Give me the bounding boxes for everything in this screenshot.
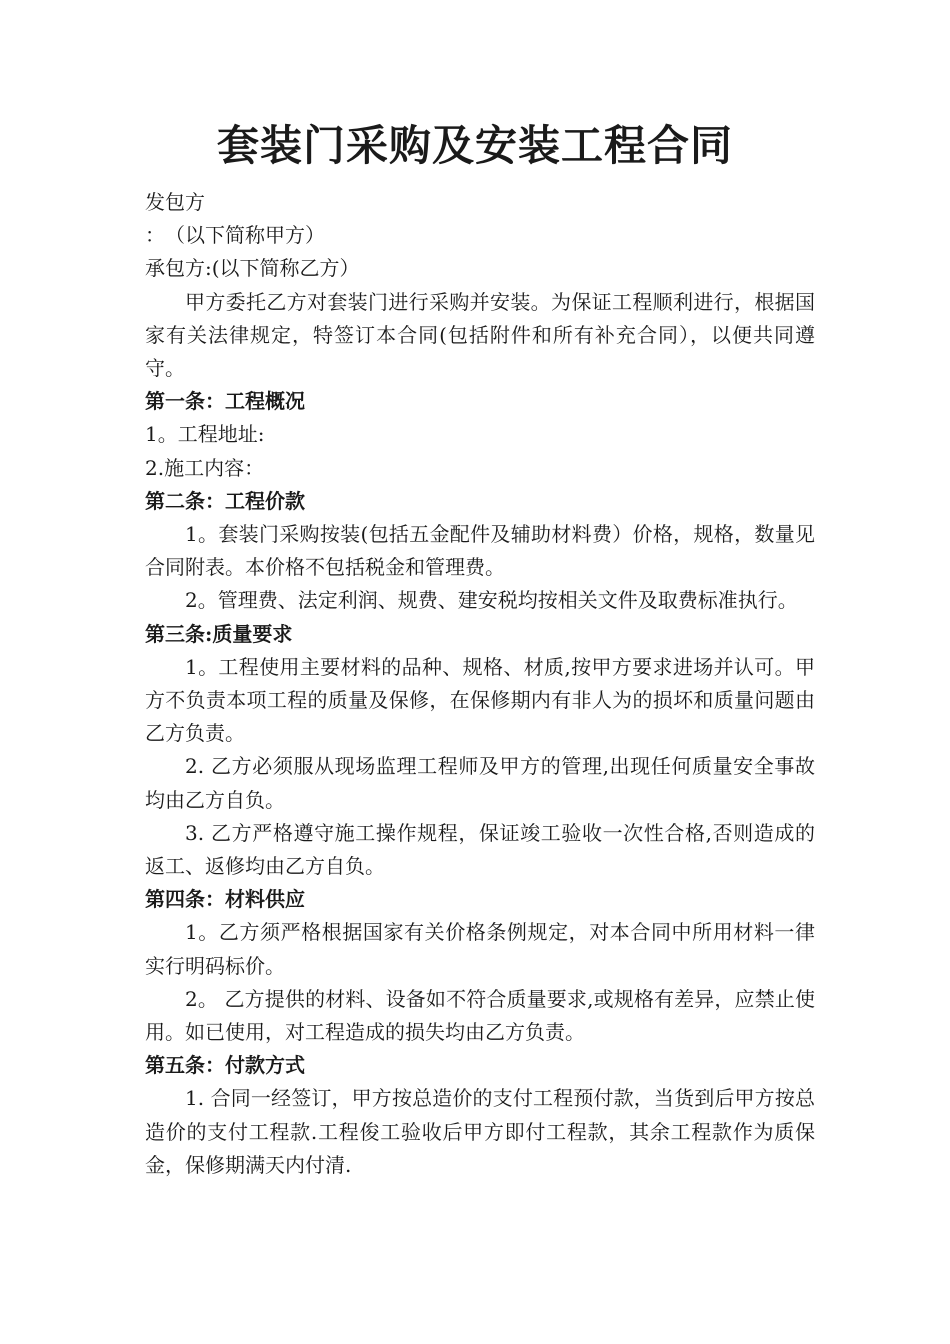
article-3-item-3: 3. 乙方严格遵守施工操作规程，保证竣工验收一次性合格,否则造成的返工、返修均由乙方自负。 <box>145 820 815 878</box>
article-3-item-2: 2. 乙方必须服从现场监理工程师及甲方的管理,出现任何质量安全事故均由乙方自负。 <box>145 754 815 812</box>
party-a-label: 发包方 <box>145 190 205 214</box>
document-title: 套装门采购及安装工程合同 <box>216 121 733 170</box>
party-b-line: 承包方:(以下简称乙方） <box>145 256 360 281</box>
article-3-heading: 第三条:质量要求 <box>145 621 293 646</box>
article-4-heading: 第四条：材料供应 <box>145 887 305 912</box>
article-4-item-2: 2。 乙方提供的材料、设备如不符合质量要求,或规格有差异，应禁止使用。如已使用，对工程造成的损失均由乙方负责。 <box>145 986 815 1044</box>
preamble-paragraph: 甲方委托乙方对套装门进行采购并安装。为保证工程顺利进行，根据国家有关法律规定，特签订本合同(包括附件和所有补充合同），以便共同遵守。 <box>145 289 815 380</box>
article-2-heading: 第二条：工程价款 <box>145 488 305 513</box>
article-5-heading: 第五条：付款方式 <box>145 1053 305 1078</box>
article-4-item-1: 1。乙方须严格根据国家有关价格条例规定，对本合同中所用材料一律实行明码标价。 <box>145 920 815 978</box>
article-1-item-2: 2.施工内容： <box>145 455 265 480</box>
article-2-item-2: 2。管理费、法定利润、规费、建安税均按相关文件及取费标准执行。 <box>185 588 798 613</box>
party-a-note: ： （以下简称甲方） <box>145 223 325 248</box>
article-1-item-1: 1。工程地址: <box>145 422 265 447</box>
article-1-heading: 第一条：工程概况 <box>145 389 305 414</box>
article-5-item-1: 1. 合同一经签订，甲方按总造价的支付工程预付款，当货到后甲方按总造价的支付工程款.工程俊工验收后甲方即付工程款，其余工程款作为质保金，保修期满天内付清. <box>145 1086 815 1177</box>
article-2-item-1: 1。套装门采购按装(包括五金配件及辅助材料费）价格，规格，数量见合同附表。本价格不包括税金和管理费。 <box>145 521 815 580</box>
document-body <box>145 186 815 1182</box>
article-3-item-1: 1。工程使用主要材料的品种、规格、材质,按甲方要求进场并认可。甲方不负责本项工程的质量及保修，在保修期内有非人为的损坏和质量问题由乙方负责。 <box>145 654 815 746</box>
